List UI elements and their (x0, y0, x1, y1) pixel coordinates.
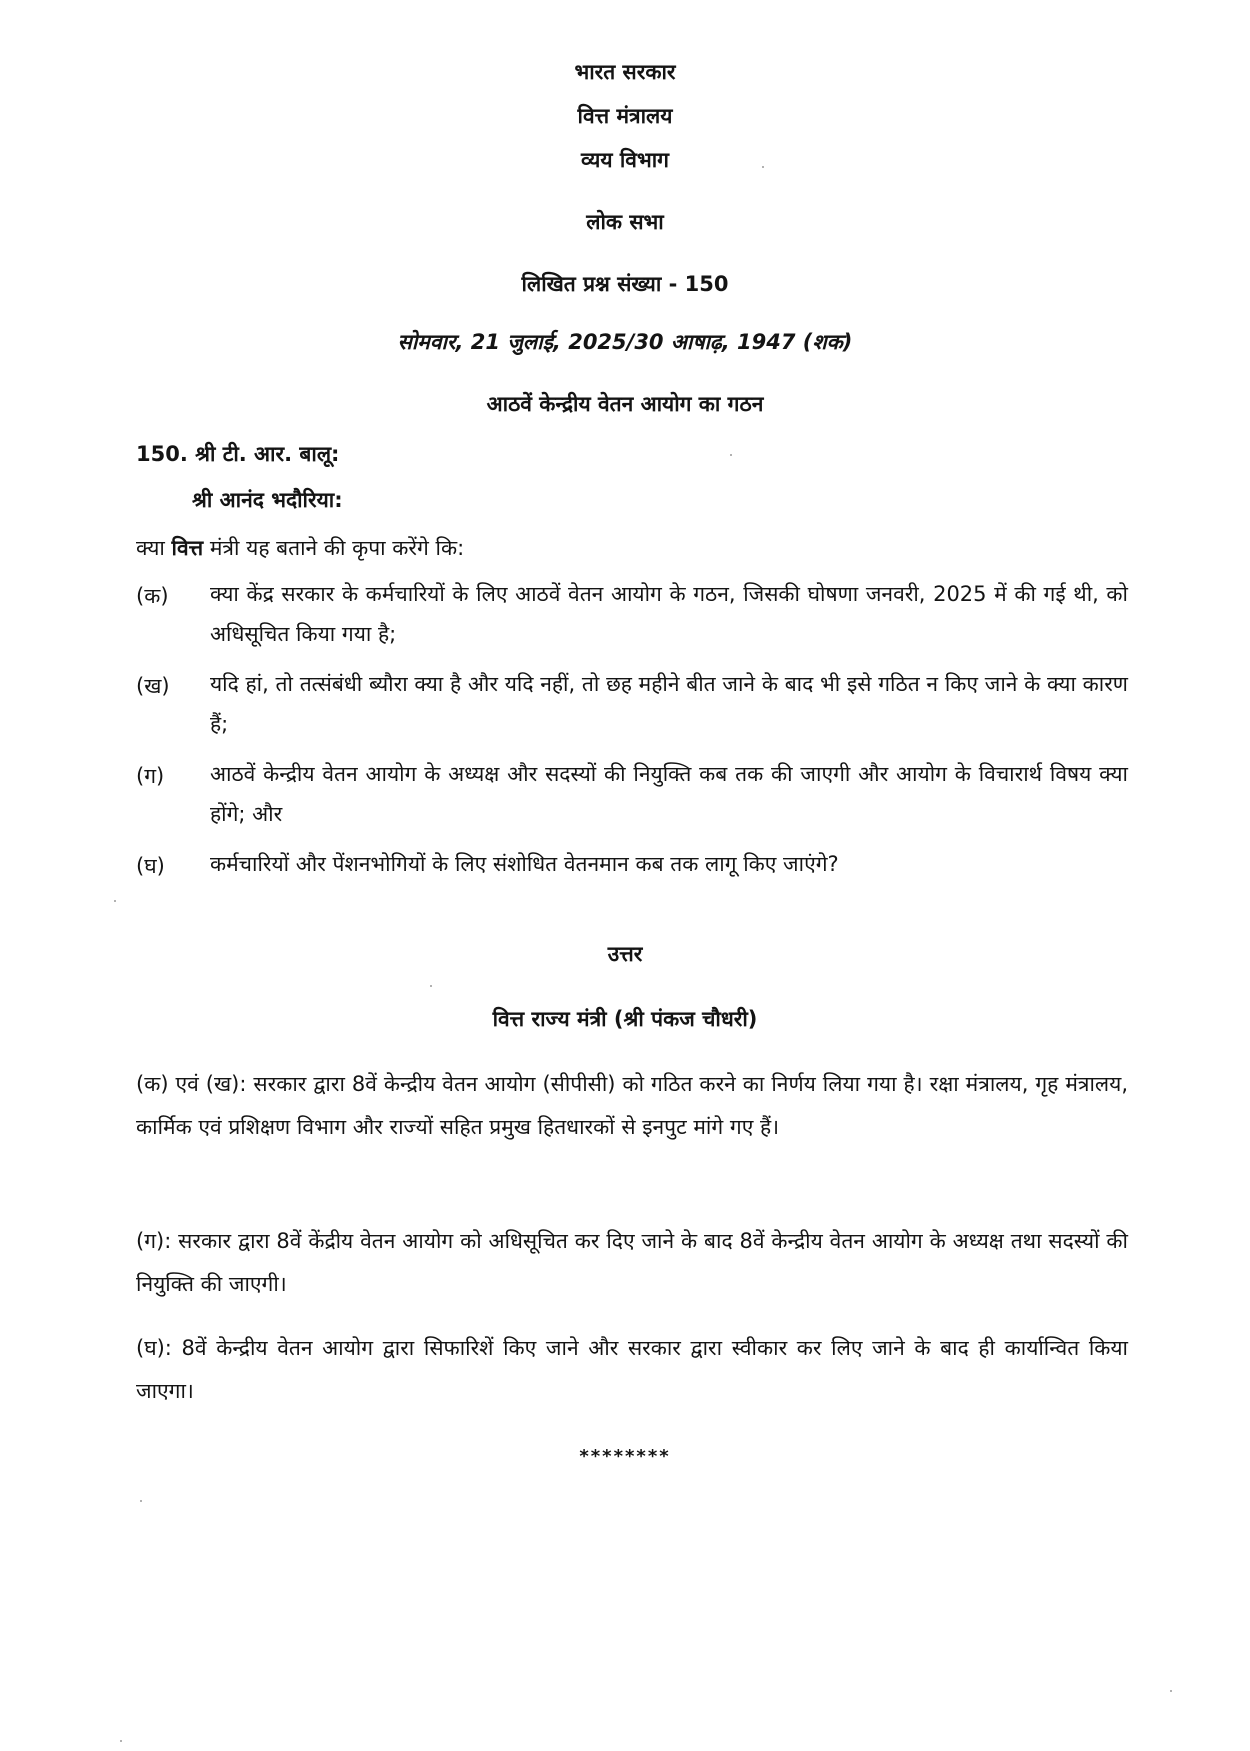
scan-speck (114, 900, 116, 902)
header-ministry: वित्त मंत्रालय (577, 104, 673, 128)
question-part-text: आठवें केन्द्रीय वेतन आयोग के अध्यक्ष और सदस्यों की नियुक्ति कब तक की जाएगी और आयोग के विचारार्थ विषय क्या होंगे; और (210, 762, 1128, 826)
question-date: सोमवार, 21 जुलाई, 2025/30 आषाढ़, 1947 (शक) (397, 330, 853, 354)
question-part-label: (ग) (136, 764, 165, 788)
scan-speck (1170, 1690, 1172, 1692)
question-intro (136, 534, 464, 562)
intro-minister: वित्त (171, 536, 204, 560)
member-1: 150. श्री टी. आर. बालू: (136, 442, 340, 466)
answer-heading: उत्तर (607, 942, 643, 966)
scan-speck (120, 1740, 122, 1742)
question-part-text: क्या केंद्र सरकार के कर्मचारियों के लिए आठवें वेतन आयोग के गठन, जिसकी घोषणा जनवरी, 2025 में की गई थी, को अधिसूचित किया गया है; (210, 582, 1128, 646)
question-number-title: लिखित प्रश्न संख्या - 150 (521, 272, 729, 296)
header-department: व्यय विभाग (581, 148, 669, 172)
scan-speck (730, 454, 732, 456)
scan-speck (762, 166, 764, 168)
question-part-text: यदि हां, तो तत्संबंधी ब्यौरा क्या है और यदि नहीं, तो छह महीने बीत जाने के बाद भी इसे गठित न किए जाने के क्या कारण हैं; (210, 672, 1128, 736)
header-government: भारत सरकार (574, 60, 676, 84)
end-marker: ******** (579, 1446, 671, 1467)
intro-suffix: मंत्री यह बताने की कृपा करेंगे कि: (209, 536, 465, 560)
answer-paragraph: (ग): सरकार द्वारा 8वें केंद्रीय वेतन आयोग को अधिसूचित कर दिए जाने के बाद 8वें केन्द्रीय वेतन आयोग के अध्यक्ष तथा सदस्यों की नियुक्ति की जाएगी। (136, 1229, 1128, 1296)
question-part-label: (ख) (136, 674, 170, 698)
answer-paragraph: (घ): 8वें केन्द्रीय वेतन आयोग द्वारा सिफारिशें किए जाने और सरकार द्वारा स्वीकार कर लिए जाने के बाद ही कार्यान्वित किया जाएगा। (136, 1336, 1129, 1403)
answer-paragraph: (क) एवं (ख): सरकार द्वारा 8वें केन्द्रीय वेतन आयोग (सीपीसी) को गठित करने का निर्णय लिया गया है। रक्षा मंत्रालय, गृह मंत्रालय, कार्मिक एवं प्रशिक्षण विभाग और राज्यों सहित प्रमुख हितधारकों से इनपुट मांगे गए हैं। (136, 1072, 1128, 1139)
question-part-label: (क) (136, 584, 169, 608)
intro-prefix: क्या (136, 536, 165, 560)
answer-minister: वित्त राज्य मंत्री (श्री पंकज चौधरी) (492, 1007, 758, 1031)
member-2: श्री आनंद भदौरिया: (192, 488, 343, 512)
header-house: लोक सभा (586, 210, 664, 234)
question-part-text: कर्मचारियों और पेंशनभोगियों के लिए संशोधित वेतनमान कब तक लागू किए जाएंगे? (210, 852, 839, 876)
scan-speck (140, 1500, 142, 1502)
question-part-label: (घ) (136, 854, 165, 878)
scan-speck (430, 985, 432, 987)
question-subject: आठवें केन्द्रीय वेतन आयोग का गठन (486, 392, 764, 416)
